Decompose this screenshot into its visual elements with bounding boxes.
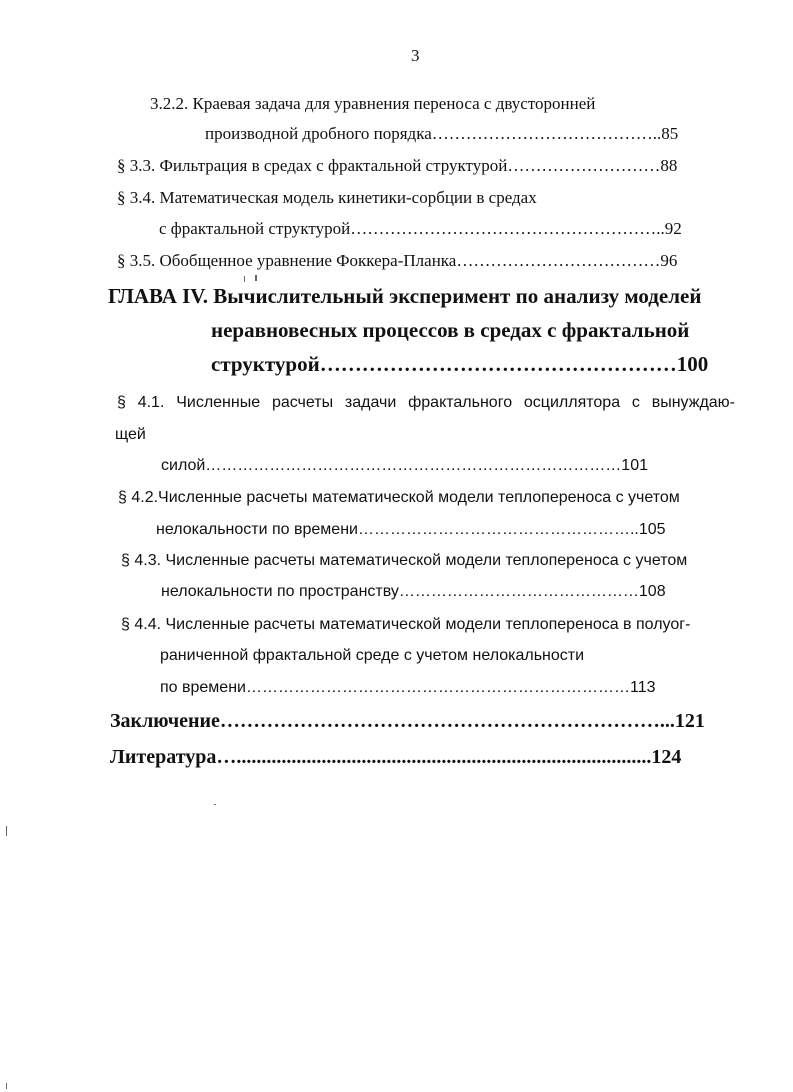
page-number: 3 [411, 46, 420, 65]
chapter-4-heading: ГЛАВА IV. Вычислительный эксперимент по анализу моделей [108, 284, 702, 308]
toc-entry-4-4-title: § 4.4. Численные расчеты математической модели теплопереноса в полуог- [121, 616, 691, 633]
toc-entry-4-4-page: по времени………………………………………………………………113 [160, 679, 656, 696]
scan-mark [255, 275, 257, 281]
toc-entry-4-2-title: § 4.2.Численные расчеты математической модели теплопереноса с учетом [118, 489, 680, 506]
chapter-4-heading-line3: структурой……………………………………………100 [211, 352, 709, 376]
scan-speck [6, 1083, 7, 1089]
toc-entry-3-4-title: § 3.4. Математическая модель кинетики-сорбции в средах [117, 188, 537, 207]
toc-entry-4-1-title-cont: щей [115, 426, 146, 443]
scan-speck [6, 826, 7, 836]
toc-entry-3-5: § 3.5. Обобщенное уравнение Фоккера-Планка………………………………96 [117, 251, 678, 270]
toc-literature: Литература…...................................................................................124 [110, 746, 682, 768]
toc-entry-3-2-2-title: 3.2.2. Краевая задача для уравнения переноса с двусторонней [150, 94, 596, 113]
toc-entry-4-3-page: нелокальности по пространству………………………………………108 [161, 583, 666, 600]
toc-entry-4-2-page: нелокальности по времени……………………………………………..105 [156, 521, 666, 538]
toc-entry-4-4-title-cont: раниченной фрактальной среде с учетом нелокальности [160, 647, 585, 664]
scan-speck [214, 804, 216, 805]
chapter-4-heading-line2: неравновесных процессов в средах с фрактальной [211, 318, 690, 342]
toc-conclusion: Заключение…………………………………………………………...121 [110, 710, 705, 732]
toc-entry-3-4-page: с фрактальной структурой………………………………………………..92 [159, 219, 682, 238]
toc-entry-4-1-title: § 4.1. Численные расчеты задачи фрактального осциллятора с вынуждаю- [117, 394, 735, 411]
toc-entry-3-2-2-page: производной дробного порядка…………………………………..85 [205, 124, 679, 143]
toc-entry-4-3-title: § 4.3. Численные расчеты математической модели теплопереноса с учетом [121, 552, 688, 569]
toc-entry-4-1-page: силой……………………………………………………………………101 [161, 457, 648, 474]
toc-entry-3-3: § 3.3. Фильтрация в средах с фрактальной структурой………………………88 [117, 156, 678, 175]
